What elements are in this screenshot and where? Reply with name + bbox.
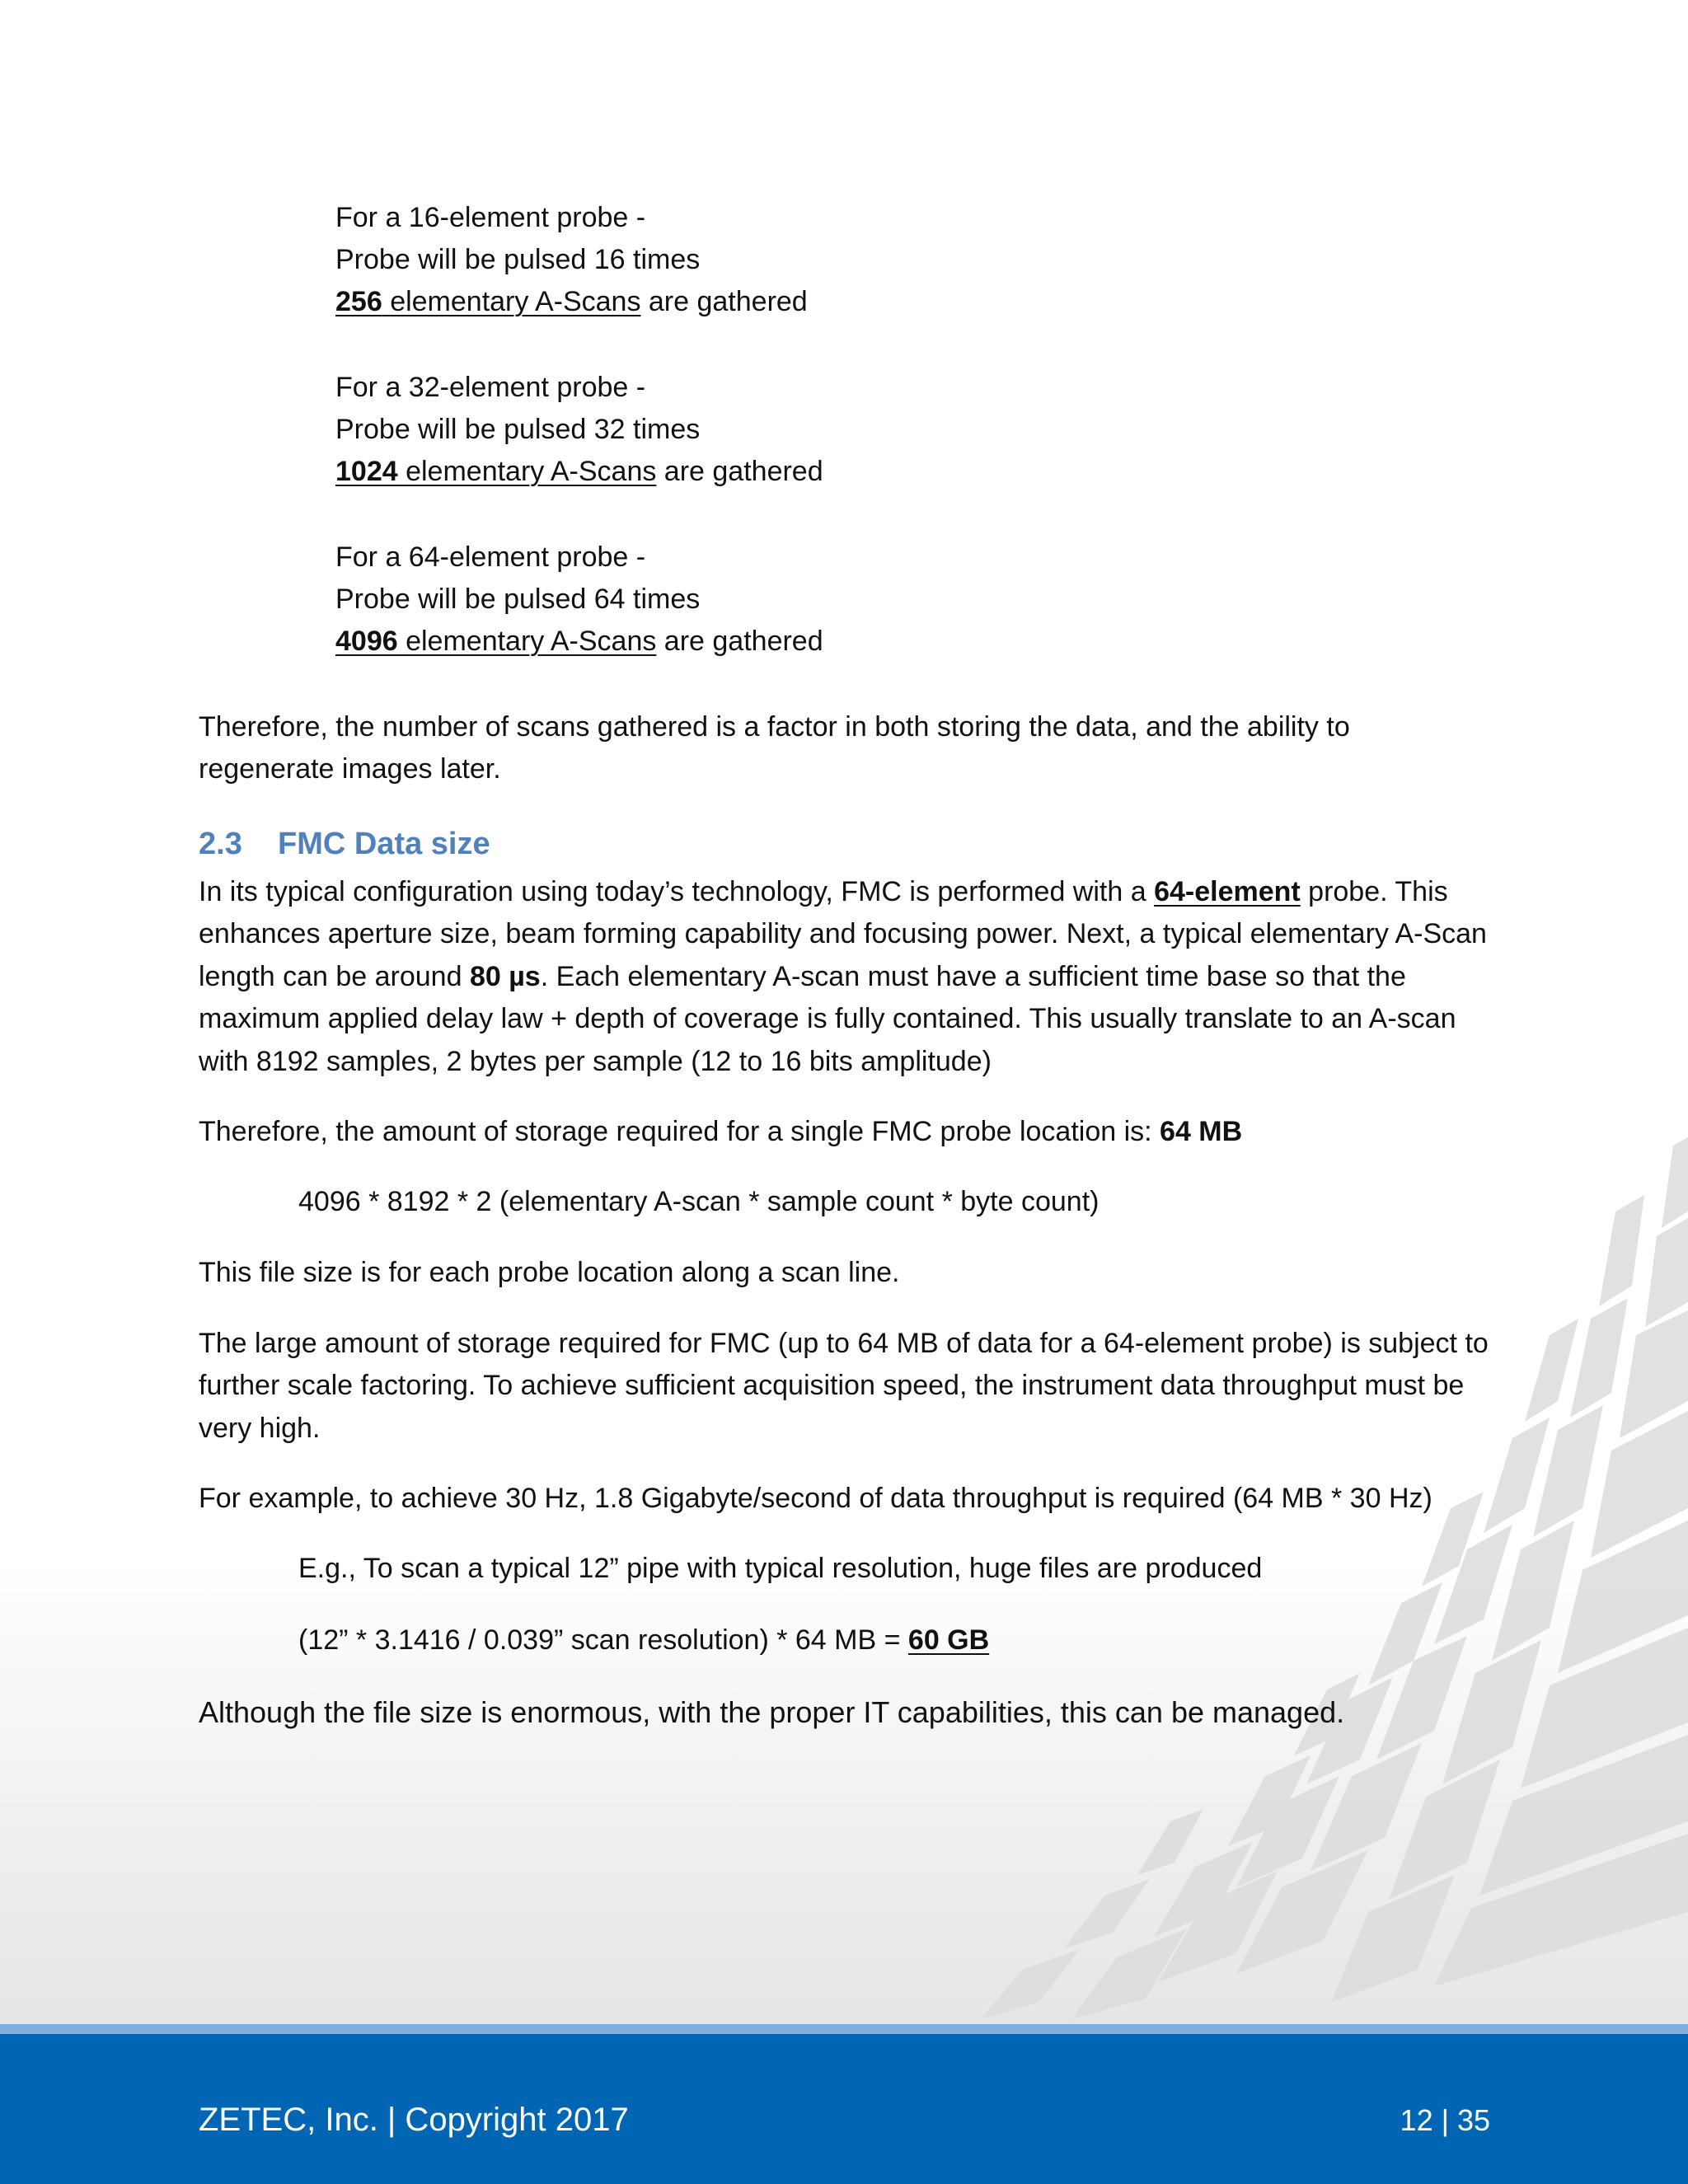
storage-64mb: 64 MB xyxy=(1160,1116,1243,1147)
therefore-line-2: regenerate images later. xyxy=(199,753,501,785)
probe-64-ascans: elementary A-Scans xyxy=(406,626,657,657)
probe-16-ascans: elementary A-Scans xyxy=(390,286,641,317)
storage-text: Therefore, the amount of storage required for a single FMC probe location is: xyxy=(199,1116,1160,1147)
closing-line: Although the file size is enormous, with the proper IT capabilities, this can be managed. xyxy=(199,1695,1345,1729)
probe-64-intro: For a 64-element probe - xyxy=(335,541,646,573)
probe-16-ascans-sep xyxy=(382,286,390,317)
probe-64-gathered: are gathered xyxy=(656,626,823,657)
probe-32-ascans-sep xyxy=(398,456,406,487)
probe-64-ascans-sep xyxy=(398,626,406,657)
storage-line xyxy=(199,1115,1242,1148)
config-line-4: maximum applied delay law + depth of coverage is fully contained. This usually translate to an A-scan xyxy=(199,1003,1456,1034)
footer-page-number: 12 | 35 xyxy=(1400,2103,1490,2137)
probe-32-intro: For a 32-element probe - xyxy=(335,372,646,403)
config-line-3-pre: length can be around xyxy=(199,961,470,992)
config-64-element: 64-element xyxy=(1154,876,1301,907)
footer-band xyxy=(0,2034,1688,2184)
footer-copyright: ZETEC, Inc. | Copyright 2017 xyxy=(199,2102,629,2138)
section-title: FMC Data size xyxy=(278,827,490,861)
config-80us: 80 µs xyxy=(469,961,541,992)
probe-64-pulsed: Probe will be pulsed 64 times xyxy=(335,583,701,615)
config-line-1-post: probe. This xyxy=(1300,876,1448,907)
probe-16-intro: For a 16-element probe - xyxy=(335,202,646,233)
probe-16-ascans-line xyxy=(335,285,808,318)
example-line: For example, to achieve 30 Hz, 1.8 Gigabyte/second of data throughput is required (64 MB * 30 Hz) xyxy=(199,1483,1432,1514)
large-line-1: The large amount of storage required for FMC (up to 64 MB of data for a 64-element probe) is subject to xyxy=(199,1328,1489,1359)
formula-line: 4096 * 8192 * 2 (elementary A-scan * sample count * byte count) xyxy=(298,1186,1100,1217)
probe-32-pulsed: Probe will be pulsed 32 times xyxy=(335,414,701,445)
calc-60gb: 60 GB xyxy=(907,1624,990,1656)
therefore-line-1: Therefore, the number of scans gathered is a factor in both storing the data, and the ability to xyxy=(199,711,1350,743)
probe-32-gathered: are gathered xyxy=(656,456,823,487)
config-line-3 xyxy=(199,960,1406,993)
config-line-5: with 8192 samples, 2 bytes per sample (12 to 16 bits amplitude) xyxy=(199,1046,992,1077)
config-line-1 xyxy=(199,875,1448,908)
calc-text: (12” * 3.1416 / 0.039” scan resolution) * 64 MB = xyxy=(298,1624,908,1656)
config-line-1-pre: In its typical configuration using today’s technology, FMC is performed with a xyxy=(199,876,1155,907)
section-heading xyxy=(199,825,490,863)
probe-32-ascans-line xyxy=(335,455,823,488)
section-number: 2.3 xyxy=(199,827,242,861)
probe-64-ascans-line xyxy=(335,625,823,658)
probe-64-count: 4096 xyxy=(335,626,398,657)
probe-16-count: 256 xyxy=(335,286,382,317)
footer-accent-strip xyxy=(0,2024,1688,2034)
large-line-2: further scale factoring. To achieve sufficient acquisition speed, the instrument data throughput must be xyxy=(199,1370,1465,1401)
eg-line: E.g., To scan a typical 12” pipe with typical resolution, huge files are produced xyxy=(298,1553,1263,1584)
file-size-line: This file size is for each probe location along a scan line. xyxy=(199,1257,900,1288)
probe-32-ascans: elementary A-Scans xyxy=(406,456,657,487)
calc-line xyxy=(298,1624,989,1657)
probe-16-pulsed: Probe will be pulsed 16 times xyxy=(335,244,701,275)
large-line-3: very high. xyxy=(199,1413,321,1444)
probe-16-gathered: are gathered xyxy=(640,286,808,317)
config-line-3-post: . Each elementary A-scan must have a sufficient time base so that the xyxy=(540,961,1406,992)
probe-32-count: 1024 xyxy=(335,456,398,487)
config-line-2: enhances aperture size, beam forming capability and focusing power. Next, a typical elementary A-Scan xyxy=(199,918,1487,949)
